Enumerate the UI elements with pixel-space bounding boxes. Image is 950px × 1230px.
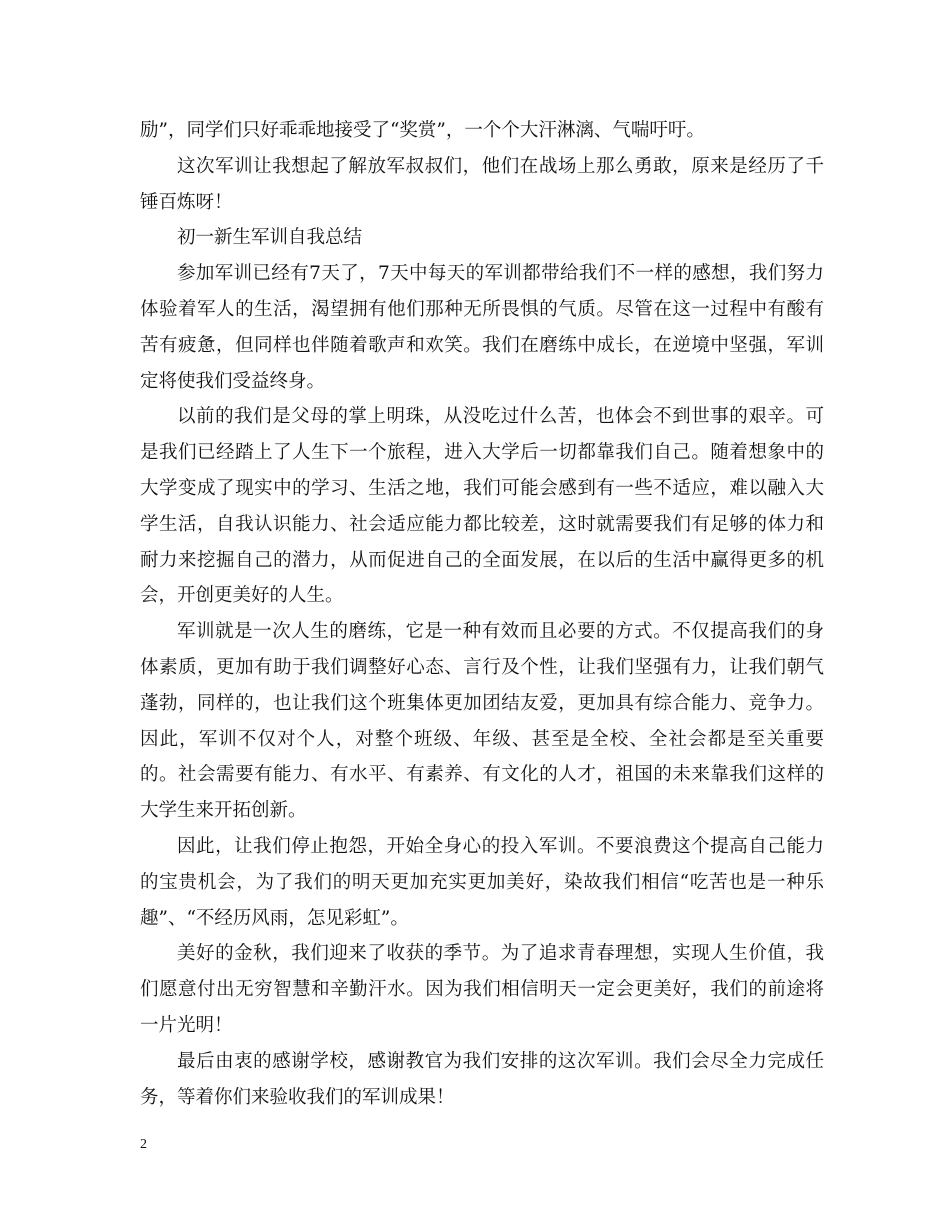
paragraph: 这次军训让我想起了解放军叔叔们，他们在战场上那么勇敢，原来是经历了千锤百炼呀！ (140, 155, 824, 213)
paragraph: 参加军训已经有7天了，7天中每天的军训都带给我们不一样的感想，我们努力体验着军人的生活，渴望拥有他们那种无所畏惧的气质。尽管在这一过程中有酸有苦有疲惫，但同样也伴随着歌声和欢笑。我们在磨练中成长，在逆境中坚强，军训定将使我们受益终身。 (140, 263, 824, 392)
paragraph-continuation: 励”，同学们只好乖乖地接受了“奖赏”，一个个大汗淋漓、气喘吁吁。 (140, 120, 705, 141)
paragraph: 因此，让我们停止抱怨，开始全身心的投入军训。不要浪费这个提高自己能力的宝贵机会，为了我们的明天更加充实更加美好，染故我们相信“吃苦也是一种乐趣”、“不经历风雨，怎见彩虹”。 (140, 835, 824, 929)
paragraph: 最后由衷的感谢学校，感谢教官为我们安排的这次军训。我们会尽全力完成任务，等着你们来验收我们的军训成果！ (140, 1050, 824, 1108)
paragraph: 以前的我们是父母的掌上明珠，从没吃过什么苦，也体会不到世事的艰辛。可是我们已经踏上了人生下一个旅程，进入大学后一切都靠我们自己。随着想象中的大学变成了现实中的学习、生活之地，我们可能会感到有一些不适应，难以融入大学生活，自我认识能力、社会适应能力都比较差，这时就需要我们有足够的体力和耐力来挖掘自己的潜力，从而促进自己的全面发展，在以后的生活中赢得更多的机会，开创更美好的人生。 (140, 406, 824, 607)
paragraph: 美好的金秋，我们迎来了收获的季节。为了追求青春理想，实现人生价值，我们愿意付出无穷智慧和辛勤汗水。因为我们相信明天一定会更美好，我们的前途将一片光明！ (140, 943, 824, 1036)
page-number: 2 (140, 1137, 147, 1152)
section-heading: 初一新生军训自我总结 (177, 227, 363, 249)
paragraph: 军训就是一次人生的磨练，它是一种有效而且必要的方式。不仅提高我们的身体素质，更加有助于我们调整好心态、言行及个性，让我们坚强有力，让我们朝气蓬勃，同样的，也让我们这个班集体更加团结友爱，更加具有综合能力、竞争力。因此，军训不仅对个人，对整个班级、年级、甚至是全校、全社会都是至关重要的。社会需要有能力、有水平、有素养、有文化的人才，祖国的未来靠我们这样的大学生来开拓创新。 (140, 621, 824, 822)
document-body (140, 113, 824, 1115)
